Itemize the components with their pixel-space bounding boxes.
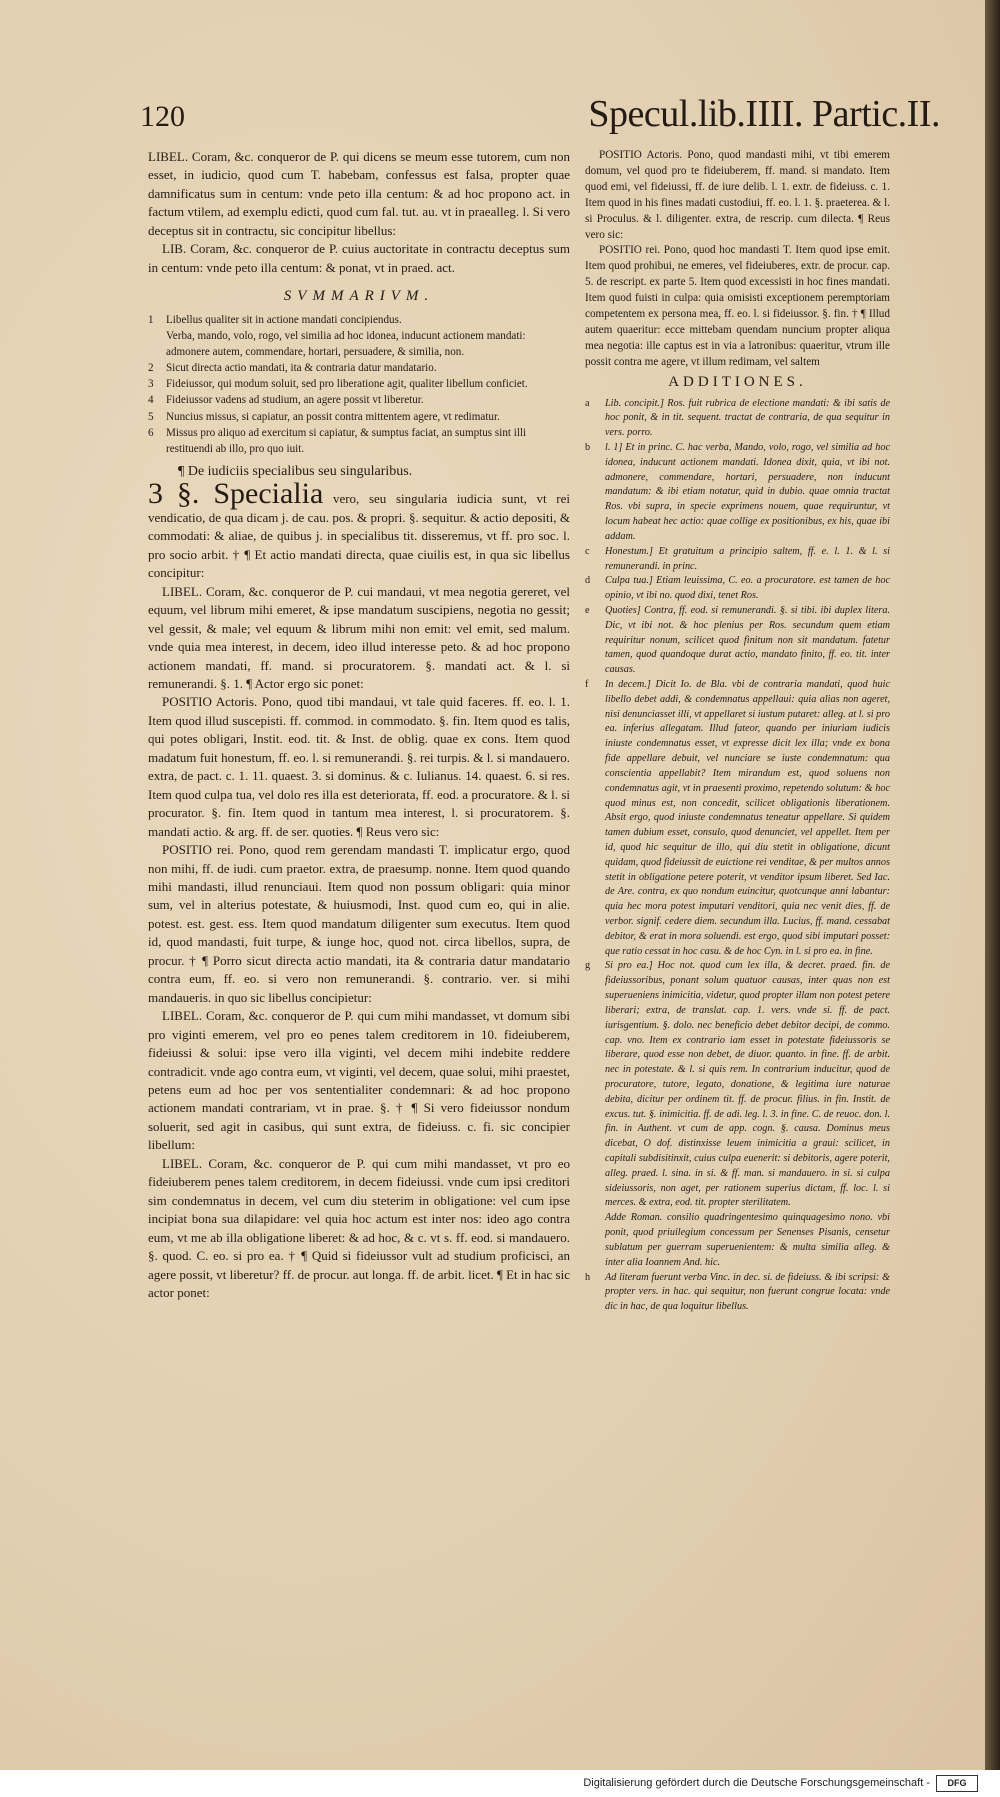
- additio-marker: [585, 1211, 605, 1270]
- summarium-number: 6: [148, 426, 154, 439]
- drop-heading: 3 §. Specialia: [148, 477, 324, 511]
- additio-marker: b: [585, 442, 591, 454]
- additio-text: In decem.] Dicit Io. de Bla. vbi de contraria mandati, quod huic libello debet addi, & condemnatus appellaui: quia alias non ageret, nisi denunciasset illi, vt appellaret si iustum putaret: alleg. at l. si pro ea. inferius allegatam. Illud fateor, quando per iniuriam iudicis iniuste condemnatus esset, vt expresse dicit lex illa; vnde ex bona fide appellare debuit, vel nunciare se iuste condemnatum: qua conscientia appellabit? Item mirandum est, quod soluens non condemnatus agit, vt in praesenti proximo, repetendo solutum: & hoc quod minus est, non concedit, scilicet obligationis liberationem. Absit ergo, quod iniuste condemnatus teneatur appellare. Si quidem tamen dubium esset, consulo, quod denunciet, vel appellet. Item per id, quod hic sequitur de illo, qui diu stetit in obligatione, dicunt quidam, quod fideiussit de euictione rei venditae, & per multos annos stetit in obligatione petere poterit, vt venditor ipsum liberet. Sed Iac. de Are. contra, ex quo nondum euincitur, quotcunque anni labantur: quia hec mora potest imputari venditori, quia nec venit dies, ff. de verbor. signif. cedere diem. secundum illa. Lucius, ff. mand. cessabat debitor, & erat in mora soluendi. est ergo, quod sibi imputari posset: que ratio cessat in hoc casu. & de hoc Cyn. in l. si pro ea. in fine.: [605, 679, 890, 957]
- summarium-item: [148, 392, 570, 408]
- paragraph-positio-actoris-2: POSITIO Actoris. Pono, quod mandasti mihi, vt tibi emerem domum, vel quod pro te fideiuberem, ff. mand. si mandato. Item quod emi, vel fideiussi, ff. de iure delib. l. 1. extr. de fideiuss. c. 1. Item quod in his fines madati custodiui, ff. eo. l. 1. §. praeterea. & l. si Proculus. & l. diligenter. extra, de rescrip. cum dilecta. ¶ Reus vero sic:: [585, 149, 890, 241]
- paragraph-specialia: [148, 477, 571, 582]
- page-header: [140, 92, 970, 142]
- additio-marker: a: [585, 397, 590, 409]
- summarium-list: [148, 312, 570, 457]
- additio-text: Lib. concipit.] Ros. fuit rubrica de electione mandati: & ibi satis de hoc ponit, & in tit. sequent. tractat de contraria, de qua sequitur in vers. porro.: [605, 397, 890, 439]
- additio-item: [585, 959, 890, 1211]
- additio-text: Culpa tua.] Etiam leuissima, C. eo. a procuratore. est tamen de hoc opinio, vt ibi no. quod dixi, tenet Ros.: [605, 575, 890, 602]
- summarium-number: 2: [148, 362, 154, 375]
- paragraph-positio-actoris: POSITIO Actoris. Pono, quod tibi mandaui, vt tale quid faceres. ff. eo. l. 1. Item quod illud suscepisti. ff. commod. in commodato. §. fin. Item quod es talis, qui potes obligari, Instit. eod. tit. & Inst. de oblig. quae ex cons. Item quod madatum fuit honestum, ff. eo. l. si remunerandi. §. rei turpis. & l. si mandauero. extra, de pact. c. 1. 11. quaest. 3. si dominus. & c. Iulianus. 14. quaest. 6. si res. Item quod culpa tua, vel dolo res illa est deteriorata, ff. eod. a procuratore. & l. si procurator. §. fin. Item quod in tantum mea interest, l. si procuratorem. §. mandati actio. & arg. ff. de ser. quoties. ¶ Reus vero sic:: [148, 694, 570, 839]
- summarium-number: 1: [148, 313, 154, 326]
- paragraph-libel-1: LIBEL. Coram, &c. conqueror de P. cui mandaui, vt mea negotia gereret, vel equum, vel librum mihi emeret, & ipse mandatum suscipiens, negotia no gessit; vel gessit, & male; vel equum & librum mihi non emit: vel emit, sed malum. vnde quia mea interest, in decem, ideo illud interesse peto. & ad hoc propono actionem mandati, ff. mand. si procuratorem. §. mandati act. & l. si remunerandi. §. 1. ¶ Actor ergo sic ponet:: [148, 583, 570, 692]
- running-title: Specul.lib.IIII. Partic.II.: [588, 93, 940, 135]
- additio-marker: e: [585, 604, 590, 616]
- additio-item: [585, 574, 890, 604]
- summarium-item: [148, 360, 570, 376]
- summarium-number: 5: [148, 410, 154, 423]
- additio-text: Quoties] Contra, ff. eod. si remunerandi. §. si tibi. ibi duplex litera. Dic, vt ibi not. & hoc plenius per Ros. secundum quem etiam requiritur nonum, scilicet quod finitum non sit mandatum. fatetur tamen, quod quandoque durat actio, mandato finito, ff. eo. tit. inter causas.: [605, 604, 890, 676]
- additio-marker: g: [585, 960, 591, 972]
- footer-bar: [0, 1770, 1000, 1797]
- book-gutter: [985, 0, 1000, 1797]
- additio-text: Adde Roman. consilio quadringentesimo quinquagesimo nono. vbi ponit, quod priuilegium concessum per Senenses Pisanis, censetur sublatum per guerram superuenientem: & multa similia alleg. & inter alia Ioannem And. hic.: [605, 1212, 890, 1268]
- summarium-item: [148, 328, 570, 360]
- additio-item: [585, 545, 890, 575]
- right-column: [585, 148, 890, 1315]
- intro-paragraph: LIBEL. Coram, &c. conqueror de P. qui dicens se meum esse tutorem, cum non esset, in iudicio, quod cum T. habebam, confessus est falsa, propter quae damnificatus sum in centum: vnde peto illa centum: & ad hoc propono act. in factum vtilem, ad exemplu edicti, quod cum fal. tut. au. vt in praealleg. l. Si vero deceptus sit in contractu, sic concipitur libellus:: [148, 149, 570, 238]
- paragraph-text: vero, seu singularia iudicia sunt, vt rei vendicatio, de qua dicam j. de cau. pos. & propri. §. sequitur. & actio depositi, & commodati: & aliae, de quibus j. in specialibus tit. disseremus, vt ff. pro soc. l. pro socio arbit. † ¶ Et actio mandati directa, quae ciuilis est, in qua sic libellus concipitur:: [148, 491, 571, 581]
- summarium-number: 4: [148, 394, 154, 407]
- additio-text: Ad literam fuerunt verba Vinc. in dec. si. de fideiuss. & ibi scripsi: & propter vers. in hac. qui sequitur, non fuerunt congrue locata: vnde dic in hac, de qua loquitur libellus.: [605, 1271, 890, 1313]
- summarium-heading: SVMMARIVM.: [283, 288, 435, 305]
- paragraph-libel-3: LIBEL. Coram, &c. conqueror de P. qui cum mihi mandasset, vt pro eo fideiuberem penes talem creditorem, in decem fideiussi. vnde cum ipsi creditori sim condemnatus in decem, vel cum diu steterim in obligatione: vel cum ipse incipiat bona sua dilapidare: vel quia hoc actum est inter nos: ideo ago contra eum, vt me ab illa obligatione liberet: & ad hoc, & c. vt s. ff. eod. si mandauero. §. quod. C. eo. si pro ea. † ¶ Quid si fideiussor vult ad studium proficisci, an agere possit, vt liberetur? ff. de procur. aut longa. ff. de arbit. licet. ¶ Et in hac sic actor ponet:: [148, 1155, 570, 1300]
- summarium-number: [148, 328, 166, 360]
- summarium-item: [148, 409, 570, 425]
- summarium-item: [148, 376, 570, 392]
- paragraph-libel-2: LIBEL. Coram, &c. conqueror de P. qui cum mihi mandasset, vt domum sibi pro viginti emerem, vel pro eo penes talem creditorem in 10. fideiuberem, fideiussi & solui: ipse vero illa viginti, vel decem mihi indebite reddere contradicit. vnde ago contra eum, vt viginti, vel decem, quae solui, mihi praestet, petens eum ad hoc per vos sententialiter condemnari: & ad hoc propono actionem mandati contrariam, vt in prae. §. † ¶ Si vero fideiussor nondum soluerit, sed agit in casibus, qui sunt extra, de fideiuss. c. fi. sic concipier libellum:: [148, 1008, 570, 1153]
- additio-marker: c: [585, 545, 590, 557]
- additiones-list: [585, 397, 890, 1315]
- additiones-heading: ADDITIONES.: [668, 373, 807, 390]
- additio-item: [585, 678, 890, 959]
- summarium-item: [148, 425, 570, 457]
- summarium-text: Missus pro aliquo ad exercitum si capiatur, & sumptus faciat, an sumptus sint illi restituendi ab illo, pro quo iuit.: [166, 426, 527, 455]
- dfg-logo: DFG: [936, 1775, 978, 1792]
- paragraph-positio-rei-2: POSITIO rei. Pono, quod hoc mandasti T. Item quod ipse emit. Item quod prohibui, ne emeres, vel fideiuberes, extr. de procur. cap. 5. de rescript. ex parte 5. Item quod excessisti in hoc fines mandati. Item quod fuisti in culpa: quia omisisti exceptionem peremptoriam competentem ex persona mea, ff. eo. l. si fideiussor. §. fin. † ¶ Illud autem quaeritur: ecce mittebam quendam nuncium propter aliqua mea negotia: ille captus est in via a latronibus: quaeritur, vtrum ille possit contra me agere, vt illum redimam, vel saltem: [585, 244, 890, 368]
- intro-paragraph-2: LIB. Coram, &c. conqueror de P. cuius auctoritate in contractu deceptus sum in centum: vnde peto illa centum: & ponat, vt in praed. act.: [148, 241, 570, 275]
- summarium-text: Fideiussor, qui modum soluit, sed pro liberatione agit, qualiter libellum conficiet.: [166, 378, 528, 391]
- additio-marker: d: [585, 575, 591, 587]
- left-column: [148, 148, 570, 1302]
- section-heading: ¶ De iudiciis specialibus seu singularibus.: [178, 464, 413, 480]
- additio-item: [585, 397, 890, 441]
- summarium-item: [148, 312, 570, 328]
- summarium-text: Fideiussor vadens ad studium, an agere possit vt liberetur.: [166, 394, 424, 407]
- page-number: 120: [140, 100, 185, 133]
- summarium-text: Sicut directa actio mandati, ita & contraria datur mandatario.: [166, 362, 437, 375]
- additio-text: Honestum.] Et gratuitum a principio saltem, ff. e. l. 1. & l. si remunerandi. in princ.: [605, 545, 890, 572]
- additio-text: l. 1] Et in princ. C. hac verba, Mando, volo, rogo, vel similia ad hoc idonea, inducunt actionem mandati. Idonea dixit, quia, vt ibi not. admonere, commendare, hortari, persuadere, non inducunt mandatum: & ibi etiam notatur, quid in dubio. quae omnia tractat Ros. vbi supra, in specie exprimens nouem, quae requiruntur, vt locum habeat hec actio: quae collige ex positionibus, ex his, quae ibi addam.: [605, 442, 890, 542]
- additio-item: [585, 604, 890, 678]
- additio-marker: h: [585, 1271, 591, 1283]
- additio-item: [585, 1271, 890, 1315]
- summarium-text: Verba, mando, volo, rogo, vel similia ad hoc idonea, inducunt actionem mandati: admonere autem, commendare, hortari, persuadere, & similia, non.: [166, 329, 526, 358]
- footer-credit: Digitalisierung gefördert durch die Deutsche Forschungsgemeinschaft -: [583, 1777, 930, 1789]
- summarium-number: 3: [148, 378, 154, 391]
- summarium-text: Libellus qualiter sit in actione mandati concipiendus.: [166, 313, 402, 326]
- additio-item: [585, 1211, 890, 1270]
- summarium-text: Nuncius missus, si capiatur, an possit contra mittentem agere, vt redimatur.: [166, 410, 500, 423]
- paragraph-positio-rei: POSITIO rei. Pono, quod rem gerendam mandasti T. implicatur ergo, quod non mihi, ff. de iudi. cum praetor. extra, de praesump. nonne. Item quod quando mihi mandasti, illud renunciaui. Item quod non possum obligari: quia minor sum, vel in alterius potestate, & huiusmodi, Inst. quod cum eo, qui in alie. potest. est. gest. ess. Item quod mandatum diligenter sum executus. Item quod id, quod mandasti, fuit turpe, & iunge hoc, quod not. circa libellos, supra, de procur. † ¶ Porro sicut directa actio mandati, ita & contraria datur mandatario contra eum, ff. eo. si vero non remunerandi. §. contrario. ver. si mihi mandaueris. in quo sic libellus concipietur:: [148, 842, 570, 1005]
- additio-text: Si pro ea.] Hoc not. quod cum lex illa, & decret. praed. fin. de fideiussoribus, ponant solum quatuor causas, inter quas non est superueniens inimicitia, videtur, quod propter illam non potest petere liberari; extra, de translat. cap. 1. vers. vnde si. ff. de pact. iurisgentium. §. dolo. nec beneficio debet debitor decipi, de commo. cap. vno. Item ex contrario iam esset in potestate fideiussoris se liberare, quod esse non debet, de diuor. quanto. in fine. ff. de arbit. nec in potestate. & l. si quis rem. In contrarium inducitur, quod de procuratore, tutore, legato, donatione, & legitima iure naturae debita, dicitur per ordinem tit. ff. de procur. filius. in fin. Instit. de excus. tut. §. inimicitia. ff. de adi. leg. l. 3. in fine. C. de reuoc. don. l. fin. in Authent. vt cum de app. cogn. §. causa. Dominus meus dicebat, O dof. distinxisse leuem inimicitia a graui: scilicet, in capitali subdisitinxit, cuius culpa euenerit: si debitoris, agere poterit, alleg. praed. l. sina. in si. & ff. man. si mandauero. in si. si culpa sideiussoris, non aget, per rationem superius dictam, ff. loc. l. si merces. & extra, eod. tit. propter sterilitatem.: [605, 960, 890, 1209]
- additio-item: [585, 441, 890, 545]
- additio-marker: f: [585, 679, 589, 691]
